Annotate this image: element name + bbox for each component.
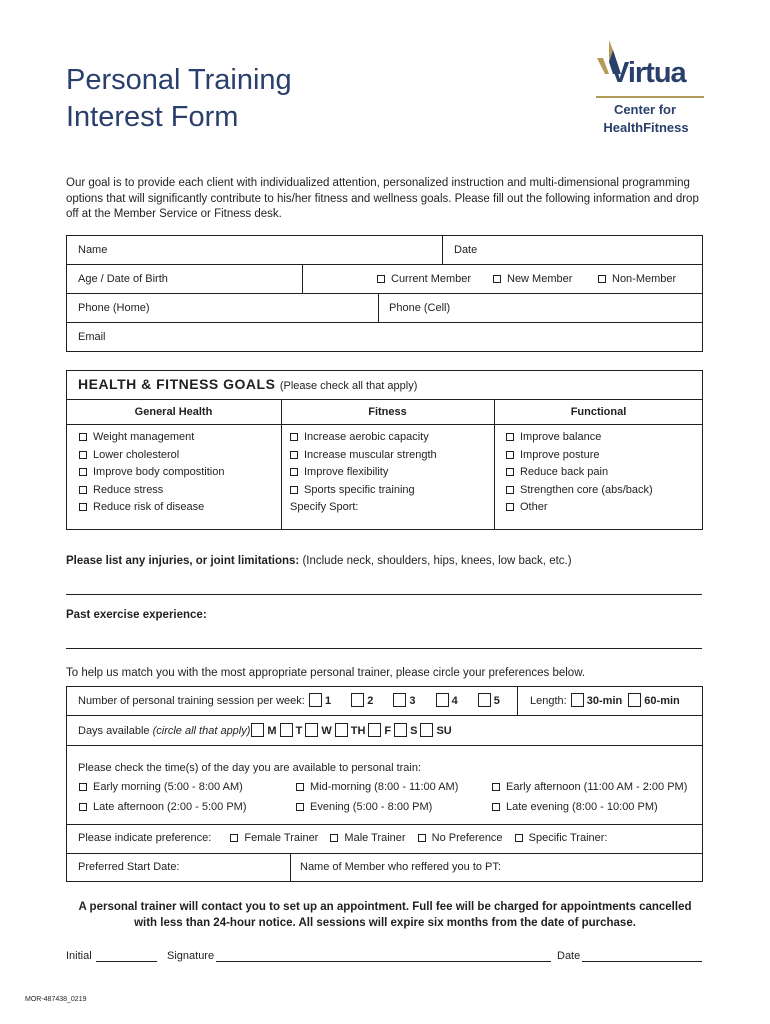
goal-option[interactable]: Other — [506, 499, 653, 517]
divider — [66, 399, 703, 400]
goal-option[interactable]: Reduce back pain — [506, 464, 653, 482]
non-member-option[interactable]: Non-Member — [598, 273, 676, 285]
goal-option[interactable]: Weight management — [79, 429, 224, 447]
divider — [66, 824, 703, 825]
preferences-intro: To help us match you with the most appropriate personal trainer, please circle your preferences below. — [66, 667, 586, 679]
day-option[interactable]: S — [394, 725, 417, 737]
day-option[interactable]: TH — [335, 725, 366, 737]
day-option[interactable]: F — [368, 725, 391, 737]
intro-paragraph: Our goal is to provide each client with individualized attention, personalized instruction and multi-dimensional programming options that will significantly contribute to his/her fitness and wellness goals. Please fill out the following information and drop off at the Member Service or Fitness desk. — [66, 177, 699, 220]
times-label: Please check the time(s) of the day you are available to personal train: — [78, 762, 422, 774]
start-date-field[interactable]: Preferred Start Date: — [78, 861, 180, 873]
divider — [517, 686, 518, 715]
day-option[interactable]: T — [280, 725, 303, 737]
divider — [378, 293, 379, 322]
divider — [66, 715, 703, 716]
goal-option[interactable]: Improve body compostition — [79, 464, 224, 482]
specify-sport-field[interactable]: Specify Sport: — [290, 501, 359, 513]
goal-option[interactable]: Lower cholesterol — [79, 447, 224, 465]
checkbox[interactable] — [377, 275, 385, 283]
trainer-option[interactable]: Male Trainer — [330, 832, 405, 844]
time-option[interactable]: Mid-morning (8:00 - 11:00 AM) — [296, 781, 458, 793]
goal-option[interactable]: Improve balance — [506, 429, 653, 447]
time-option[interactable]: Late afternoon (2:00 - 5:00 PM) — [79, 801, 246, 813]
notice: A personal trainer will contact you to set up an appointment. Full fee will be charged for appointments cancelled with less than 24-hour notice. All sessions will expire six months from the date of purchase. — [78, 901, 692, 929]
time-option[interactable]: Evening (5:00 - 8:00 PM) — [296, 801, 432, 813]
length-option[interactable]: 60-min — [628, 695, 679, 707]
divider — [290, 853, 291, 882]
goal-option[interactable]: Sports specific training — [290, 482, 437, 500]
checkbox[interactable] — [493, 275, 501, 283]
goal-option[interactable]: Reduce risk of disease — [79, 499, 224, 517]
fitness-heading: Fitness — [368, 406, 407, 418]
injuries-question: Please list any injuries, or joint limitations: (Include neck, shoulders, hips, knees, low back, etc.) — [66, 555, 572, 567]
checkbox[interactable] — [598, 275, 606, 283]
day-option[interactable]: M — [250, 725, 276, 737]
divider — [66, 293, 703, 294]
length-options: Length: 30-min 60-min — [530, 695, 680, 707]
days-row: Days available (circle all that apply) M T W TH F S SU — [78, 725, 452, 737]
form-title — [66, 62, 292, 136]
signature-label: Signature — [167, 950, 215, 962]
injuries-answer-line[interactable] — [66, 594, 702, 595]
goal-option[interactable]: Reduce stress — [79, 482, 224, 500]
initial-line[interactable] — [96, 961, 157, 962]
goals-title: HEALTH & FITNESS GOALS (Please check all that apply) — [78, 376, 418, 392]
initial-label: Initial — [66, 950, 92, 962]
divider — [66, 853, 703, 854]
general-health-list — [79, 429, 224, 517]
divider — [281, 399, 282, 530]
goal-option[interactable]: Improve posture — [506, 447, 653, 465]
phone-home-field[interactable]: Phone (Home) — [78, 302, 150, 314]
form-code: MOR-487438_0219 — [25, 996, 87, 1003]
time-option[interactable]: Late evening (8:00 - 10:00 PM) — [492, 801, 658, 813]
fitness-list — [290, 429, 437, 517]
email-field[interactable]: Email — [78, 331, 106, 343]
day-option[interactable]: W — [305, 725, 331, 737]
new-member-option[interactable]: New Member — [493, 273, 572, 285]
past-exercise-question: Past exercise experience: — [66, 609, 207, 621]
signature-line[interactable] — [216, 961, 551, 962]
time-option[interactable]: Early morning (5:00 - 8:00 AM) — [79, 781, 243, 793]
divider — [66, 264, 703, 265]
divider — [66, 745, 703, 746]
past-exercise-answer-line[interactable] — [66, 648, 702, 649]
current-member-option[interactable]: Current Member — [377, 273, 471, 285]
title-line-2: Interest Form — [66, 101, 239, 133]
divider — [442, 235, 443, 264]
date-label: Date — [557, 950, 581, 962]
sessions-options — [309, 693, 500, 707]
general-health-heading: General Health — [134, 406, 213, 418]
time-option[interactable]: Early afternoon (11:00 AM - 2:00 PM) — [492, 781, 687, 793]
trainer-option[interactable]: No Preference — [418, 832, 503, 844]
date-line[interactable] — [582, 961, 702, 962]
logo-rule — [596, 96, 704, 98]
goal-option[interactable]: Improve flexibility — [290, 464, 437, 482]
divider — [302, 264, 303, 293]
session-option[interactable]: 1 — [309, 695, 331, 707]
divider — [494, 399, 495, 530]
session-option[interactable]: 4 — [436, 695, 458, 707]
age-field[interactable]: Age / Date of Birth — [78, 273, 168, 285]
logo-sub-1: Center for — [613, 102, 677, 117]
phone-cell-field[interactable]: Phone (Cell) — [389, 302, 451, 314]
session-option[interactable]: 3 — [393, 695, 415, 707]
functional-list — [506, 429, 653, 517]
logo-brand: Virtua — [610, 57, 686, 89]
day-option[interactable]: SU — [420, 725, 451, 737]
goal-option[interactable]: Strengthen core (abs/back) — [506, 482, 653, 500]
name-field[interactable]: Name — [78, 244, 108, 256]
length-option[interactable]: 30-min — [571, 695, 622, 707]
referral-field[interactable]: Name of Member who reffered you to PT: — [300, 861, 501, 873]
title-line-1: Personal Training — [66, 64, 292, 96]
session-option[interactable]: 2 — [351, 695, 373, 707]
date-field[interactable]: Date — [454, 244, 478, 256]
goal-option[interactable]: Increase aerobic capacity — [290, 429, 437, 447]
sessions-label: Number of personal training session per week: — [78, 695, 305, 707]
trainer-option[interactable]: Female Trainer — [230, 832, 318, 844]
logo-sub-2: HealthFitness — [603, 120, 689, 135]
goal-option[interactable]: Increase muscular strength — [290, 447, 437, 465]
functional-heading: Functional — [570, 406, 627, 418]
divider — [66, 424, 703, 425]
trainer-preference-row: Please indicate preference: Female Trainer Male Trainer No Preference Specific Trainer: — [78, 832, 608, 844]
session-option[interactable]: 5 — [478, 695, 500, 707]
trainer-option[interactable]: Specific Trainer: — [515, 832, 608, 844]
divider — [66, 322, 703, 323]
